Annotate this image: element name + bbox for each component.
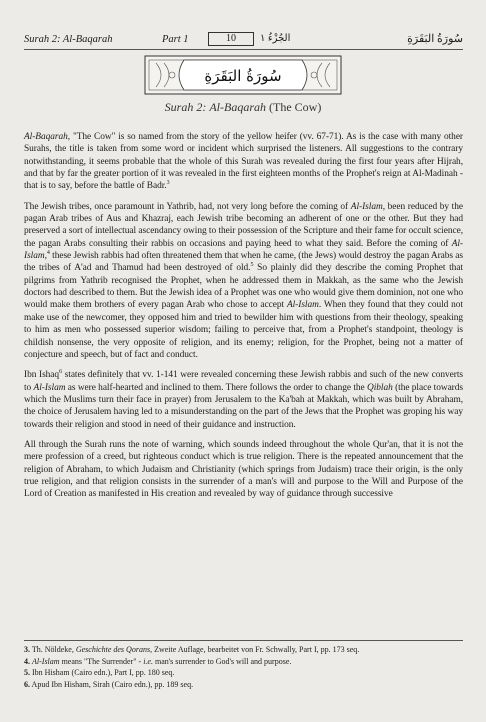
body-paragraph bbox=[24, 131, 463, 193]
footnote-ref: 6 bbox=[59, 369, 63, 376]
text-run: (the place towards which the Muslims turn their face in prayer) from Jerusalem to the Ka'bah at Makkah, which was built by Abraham, the choice of Jerusalem having led to a misunderstanding on the part of the Jews that the Prophet was groping his way towards their religion and stood in need of their guidance and instruction. bbox=[24, 382, 463, 430]
surah-caption bbox=[0, 100, 486, 115]
text-run: , "The Cow" is so named from the story of the yellow heifer (vv. 67-71). As is the case with many other Surahs, the title is taken from some word or incident which surprised the listeners. All suggestions to the contrary notwithstanding, it seems probable that the whole of this Surah was revealed during the first four years after Hijrah, and that by far the greater portion of it was revealed in the first eighteen months of the Prophet's reign at Al-Madinah - that is to say, before the battle of Badr. bbox=[24, 132, 463, 192]
caption-prefix: Surah 2: bbox=[164, 100, 207, 114]
text-run: these Jewish rabbis had often threatened them that when he came, (the Jews) would destroy the pagan Arabs as the tribes of A'ad and Thamud had been destroyed of old. bbox=[24, 251, 464, 274]
surah-title-ornament bbox=[144, 55, 342, 95]
footnote bbox=[24, 656, 463, 668]
text-run: Apud Ibn Hisham, Sirah (Cairo edn.), pp. 189 seq. bbox=[30, 679, 194, 689]
italic-text: Geschichte des Qorans bbox=[75, 645, 151, 654]
footnote-ref: 5 bbox=[250, 262, 254, 269]
italic-text: Al-Baqarah bbox=[24, 132, 68, 142]
footnote-ref: 4 bbox=[46, 249, 50, 256]
footnote-number: 3. bbox=[24, 645, 30, 654]
text-run: , Zweite Auflage, bearbeitet von Fr. Schwally, Part I, pp. 173 seq. bbox=[150, 645, 360, 654]
italic-text: Al-Islam bbox=[32, 656, 60, 666]
italic-text: Al-Islam bbox=[33, 382, 66, 393]
text-run: All through the Surah runs the note of warning, which sounds indeed throughout the whole Qur'an, that it is not the mere profession of a creed, but righteous conduct which is true religion. There is the repeated announcement that the religion of Abraham, to which Judaism and Christianity (which springs from Judaism) trace their origin, is the only true religion, and that religion consists in the surrender of a man's will and purpose to the Will and Purpose of the Lord of Creation as manifested in His creation and revealed by way of guidance through successive bbox=[24, 439, 463, 500]
footnote-number: 6. bbox=[24, 679, 30, 689]
page-number: 10 bbox=[208, 32, 254, 46]
footnote-number: 5. bbox=[24, 668, 30, 678]
text-run: Ibn Hisham (Cairo edn.), Part I, pp. 180 seq. bbox=[30, 668, 175, 678]
header-rule bbox=[24, 49, 463, 50]
text-run: Ibn Ishaq bbox=[24, 370, 60, 381]
part-label: Part 1 bbox=[162, 34, 189, 45]
body-text bbox=[24, 131, 463, 509]
text-run: as were half-hearted and inclined to them. There follows the order to change the bbox=[65, 382, 367, 393]
italic-text: i.e. bbox=[143, 656, 153, 666]
text-run: man's surrender to God's will and purpose. bbox=[152, 656, 292, 666]
running-header bbox=[24, 30, 463, 48]
text-run: So plainly did they describe the coming Prophet that pilgrims from Yathrib recognised the Prophet, when he addressed them in Makkah, as the same who the Jewish doctors had described to them. But the Jewish idea of a Prophet was one who would give them dominion, not one who would make them brothers of every pagan Arab who chose to accept bbox=[24, 263, 463, 311]
italic-text: Qiblah bbox=[366, 382, 393, 393]
footnote bbox=[24, 679, 463, 691]
footnotes bbox=[24, 644, 463, 690]
caption-english: (The Cow) bbox=[269, 100, 322, 114]
footnote-ref: 3 bbox=[166, 180, 170, 187]
text-run: states definitely that vv. 1-141 were revealed concerning these Jewish rabbis and such of the new converts to bbox=[24, 370, 464, 393]
footnote bbox=[24, 667, 463, 679]
body-paragraph bbox=[24, 369, 463, 431]
footnote-rule bbox=[24, 640, 463, 641]
italic-text: Al-Islam bbox=[350, 201, 383, 212]
body-paragraph bbox=[24, 439, 463, 501]
text-run: , been reduced by the pagan Arab tribes of Aus and Khazraj, each Jewish tribe becoming an adherent of one or the other. But they had preserved a sort of intellectual ascendancy owing to their possession of the Scripture and their fame for occult science, the pagan Arabs consulting their rabbis on occasions and paying heed to what they said. Before the coming of bbox=[24, 201, 463, 249]
footnote-number: 4. bbox=[24, 656, 30, 666]
footnote bbox=[24, 644, 463, 656]
italic-text: Al-Islam bbox=[286, 300, 319, 311]
text-run: means "The Surrender" - bbox=[59, 656, 144, 666]
running-title: Surah 2: Al-Baqarah bbox=[24, 34, 113, 45]
surah-arabic-header: سُورَةُ البَقَرَةِ bbox=[407, 33, 463, 45]
text-run: The Jewish tribes, once paramount in Yathrib, had, not very long before the coming of bbox=[24, 201, 351, 212]
italic-text: Al-Islam, bbox=[24, 238, 463, 262]
juz-arabic: الجُزْءُ ١ bbox=[260, 33, 291, 44]
caption-name: Al-Baqarah bbox=[209, 100, 266, 114]
banner-arabic-title: سُورَةُ البَقَرَةِ bbox=[204, 67, 282, 85]
body-paragraph bbox=[24, 201, 463, 361]
text-run: . When they found that they could not make use of the newcomer, they opposed him and tried to bewilder him with questions from their theology, speaking to him as men who possessed superior wisdom; failing to perceive that, from a Prophet's standpoint, theology is childish nonsense, the very opposite of religion, and its enemy; religion, for the Prophet, being not a matter of conjecture and speech, but of fact and conduct. bbox=[24, 300, 463, 360]
text-run: Th. Nöldeke, bbox=[30, 645, 76, 654]
